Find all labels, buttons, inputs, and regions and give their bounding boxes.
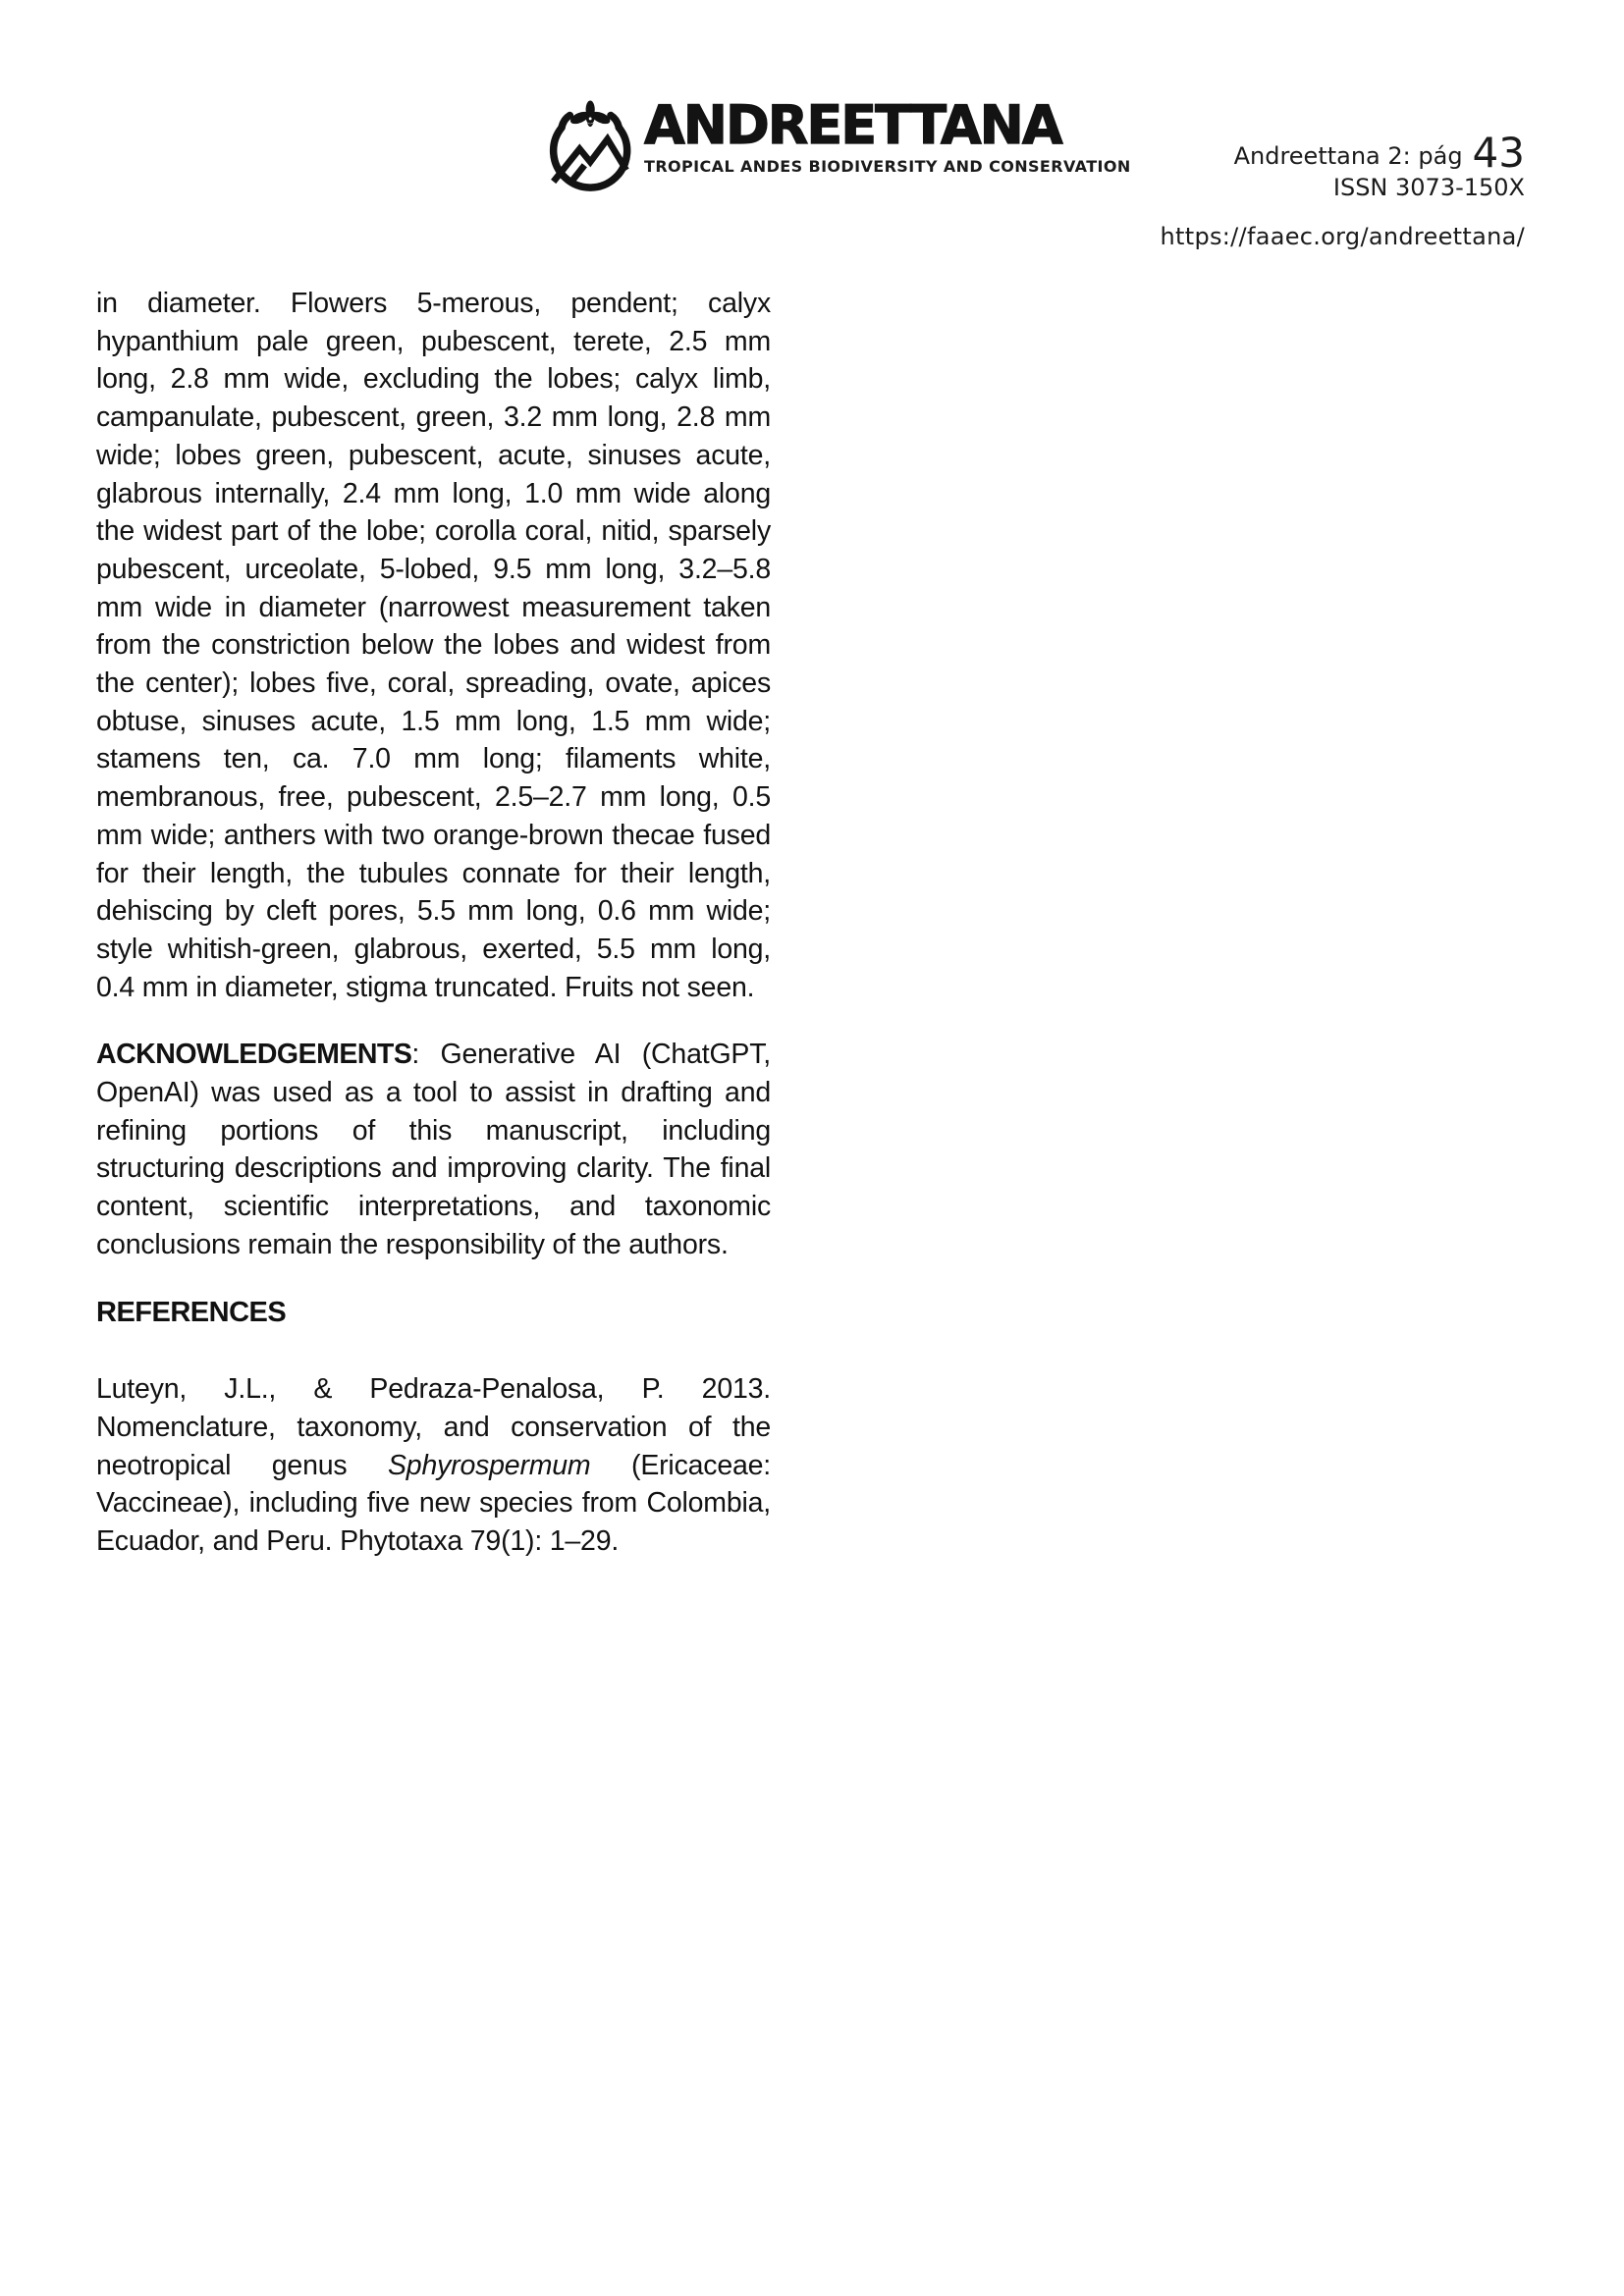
issue-label: Andreettana 2: pág [1233, 142, 1463, 170]
issn: ISSN 3073-150X [1332, 174, 1525, 201]
journal-url[interactable]: https://faaec.org/andreettana/ [1160, 223, 1525, 250]
acknowledgements-text: Generative AI (ChatGPT, OpenAI) was used as a tool to assist in drafting and refining portions of this manuscript, including structuring descriptions and improving clarity. The final content, scientific interpretations, and taxonomic conclusions remain the responsibility of the authors. [96, 1039, 771, 1260]
reference-text-post: (Ericaceae: Vaccineae), including five new species from Colombia, Ecuador, and Peru. Phytotaxa 79(1): 1–29. [96, 1449, 771, 1558]
issue-info [1160, 129, 1525, 251]
acknowledgements-separator: : [411, 1039, 441, 1071]
article-body [96, 285, 771, 1561]
journal-title: ANDREETTANA [644, 94, 1061, 156]
acknowledgements-paragraph [96, 1036, 771, 1263]
reference-text-pre: Luteyn, J.L., & Pedraza-Penalosa, P. 2013. Nomenclature, taxonomy, and conservation of the neotropical genus [96, 1373, 771, 1481]
reference-entry [96, 1370, 771, 1561]
page-number: 43 [1472, 129, 1525, 177]
orchid-mountain-icon [542, 100, 640, 194]
issue-line [1161, 129, 1525, 177]
references-heading: REFERENCES [96, 1296, 287, 1328]
species-description-paragraph: in diameter. Flowers 5-merous, pendent; calyx hypanthium pale green, pubescent, terete, 2.5 mm long, 2.8 mm wide, excluding the lobes; calyx limb, campanulate, pubescent, green, 3.2 mm long, 2.8 mm wide; lobes green, pubescent, acute, sinuses acute, glabrous internally, 2.4 mm long, 1.0 mm wide along the widest part of the lobe; corolla coral, nitid, sparsely pubescent, urceolate, 5-lobed, 9.5 mm long, 3.2–5.8 mm wide in diameter (narrowest measurement taken from the constriction below the lobes and widest from the center); lobes five, coral, spreading, ovate, apices obtuse, sinuses acute, 1.5 mm long, 1.5 mm wide; stamens ten, ca. 7.0 mm long; filaments white, membranous, free, pubescent, 2.5–2.7 mm long, 0.5 mm wide; anthers with two orange-brown thecae fused for their length, the tubules connate for their length, dehiscing by cleft pores, 5.5 mm long, 0.6 mm wide; style whitish-green, glabrous, exerted, 5.5 mm long, 0.4 mm in diameter, stigma truncated. Fruits not seen. [96, 288, 771, 1003]
journal-tagline: TROPICAL ANDES BIODIVERSITY AND CONSERVATION [644, 157, 1131, 176]
logo-text [644, 94, 1131, 176]
journal-logo [542, 94, 1131, 194]
reference-genus-italic: Sphyrospermum [388, 1449, 591, 1481]
acknowledgements-heading: ACKNOWLEDGEMENTS [96, 1039, 412, 1071]
